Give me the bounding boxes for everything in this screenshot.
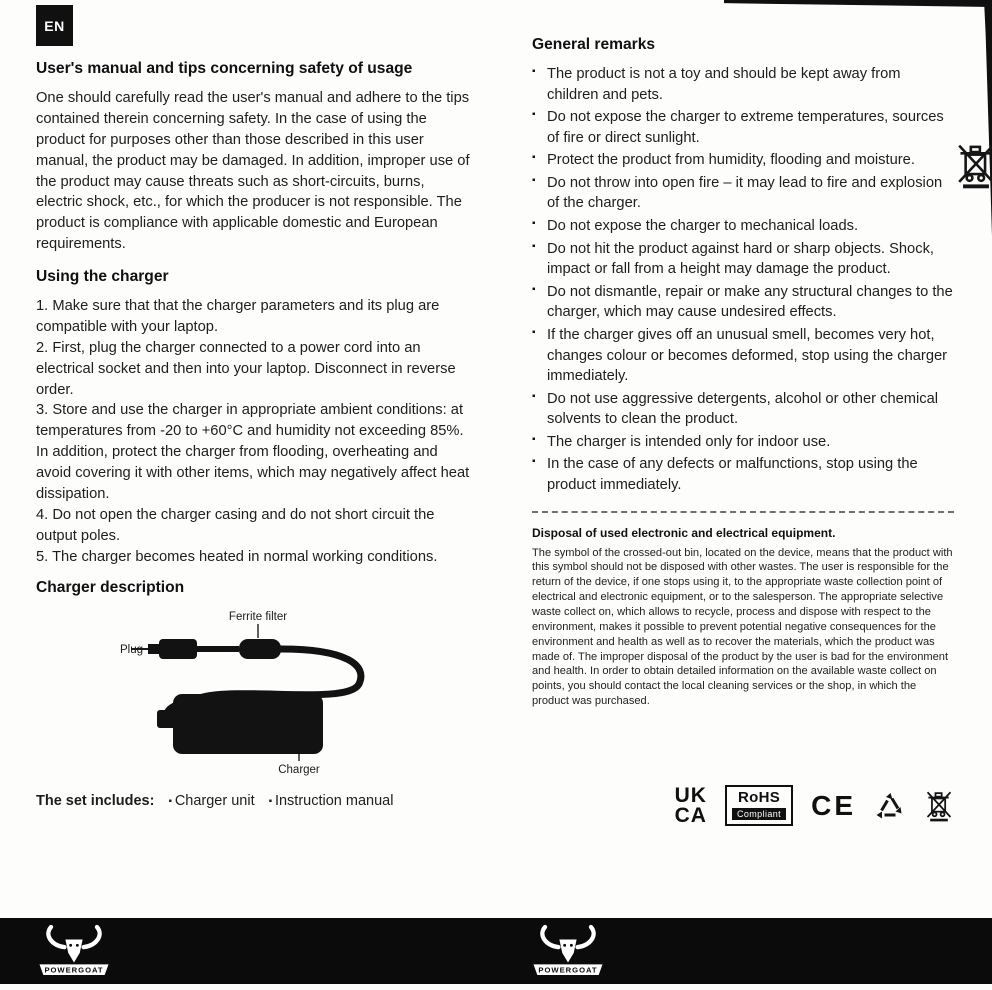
dashed-divider	[532, 511, 954, 513]
ferrite-filter	[239, 639, 281, 659]
disposal-body: The symbol of the crossed-out bin, located on the device, means that the product with this symbol should not be disposed with other wastes. The user is responsible for the return of the device, if one stops using it, to the appropriate waste collection point of electrical and electronic equipment, or to the salesperson. The appropriate selective waste collect on, which allows to recycle, process and dispose with respect to the environment, makes it possible to prevent potential negative consequences for the environment and health as well as to recover the materials, which the product was made of. The improper disposal of the product by the user is bad for the environment and health. In order to obtain detailed information on the available waste collect on points, you should contact the local cleaning services or the shop, in which the product was purchased.	[532, 546, 953, 708]
brand-name: POWERGOAT	[538, 965, 598, 975]
left-column	[36, 60, 472, 824]
rohs-label: RoHS	[738, 789, 781, 807]
remark-item: ▪ Protect the product from humidity, flooding and moisture.	[532, 150, 954, 171]
language-badge: EN	[36, 5, 73, 46]
rohs-mark	[725, 785, 793, 826]
charger-brick	[173, 694, 323, 754]
description-title: Charger description	[36, 579, 185, 597]
scan-edge-top	[724, 0, 992, 7]
disposal-title: Disposal of used electronic and electrical equipment.	[532, 525, 836, 540]
remark-item: ▪ Do not hit the product against hard or sharp objects. Shock, impact or fall from a height may damage the product.	[532, 239, 954, 280]
brand-name: POWERGOAT	[44, 965, 104, 975]
remark-item: ▪ Do not use aggressive detergents, alcohol or other chemical solvents to clean the product.	[532, 389, 954, 430]
scan-edge-right	[984, 0, 992, 236]
set-includes-label: The set includes:	[36, 793, 155, 810]
ce-mark: CE	[811, 789, 856, 821]
powergoat-logo	[28, 924, 120, 978]
powergoat-logo	[522, 924, 614, 978]
set-includes	[36, 793, 472, 809]
using-item: 1. Make sure that that the charger parameters and its plug are compatible with your laptop.	[36, 298, 440, 335]
safety-body: One should carefully read the user's manual and adhere to the tips contained therein concerning safety. In the case of using the product for purposes other than those described in this user manual, the product may be damaged. In addition, improper use of the product may cause threats such as short-circuits, burns, electric shock, etc., for which the producer is not responsible. The product is compliance with applicable domestic and European requirements.	[36, 90, 470, 253]
set-includes-item: ▪ Instruction manual	[269, 793, 394, 809]
using-item: 5. The charger becomes heated in normal working conditions.	[36, 548, 438, 565]
using-item: 3. Store and use the charger in appropriate ambient conditions: at temperatures from -20 to +60°C and humidity not exceeding 85%. In addition, protect the charger from flooding, overheating and avoid covering it with other items, which may negatively affect heat dissipation.	[36, 402, 470, 502]
recycle-icon	[874, 790, 906, 822]
safety-title: User's manual and tips concerning safety of usage	[36, 60, 413, 77]
plug-tip	[148, 644, 159, 654]
plug-label: Plug	[119, 644, 143, 657]
general-remarks-title: General remarks	[532, 36, 656, 53]
right-column	[532, 36, 954, 826]
remark-item: ▪ Do not expose the charger to mechanical loads.	[532, 216, 954, 237]
remark-item: ▪ Do not expose the charger to extreme temperatures, sources of fire or direct sunlight.	[532, 107, 954, 148]
ukca-mark	[674, 783, 707, 827]
charger-diagram	[36, 607, 472, 777]
using-item: 4. Do not open the charger casing and do not short circuit the output poles.	[36, 506, 435, 544]
using-item: 2. First, plug the charger connected to a power cord into an electrical socket and then into your laptop. Disconnect in reverse order.	[36, 339, 456, 398]
rohs-compliant-label: Compliant	[732, 808, 786, 820]
ukca-bottom: CA	[674, 803, 707, 827]
plug-body	[159, 639, 197, 659]
charger-label: Charger	[278, 764, 320, 777]
general-remarks-list	[532, 64, 954, 496]
goat-icon	[542, 927, 593, 962]
remark-item: ▪ The product is not a toy and should be kept away from children and pets.	[532, 64, 954, 105]
remark-item: ▪ The charger is intended only for indoor use.	[532, 432, 954, 453]
certification-marks	[532, 785, 954, 826]
ferrite-filter-label: Ferrite filter	[228, 611, 288, 624]
set-includes-item: ▪ Charger unit	[168, 793, 254, 809]
goat-icon	[48, 927, 99, 962]
footer-band	[0, 918, 992, 984]
remark-item: ▪ Do not dismantle, repair or make any structural changes to the charger, which may cause undesired effects.	[532, 282, 954, 323]
remark-item: ▪ In the case of any defects or malfunctions, stop using the product immediately.	[532, 454, 954, 495]
weee-bin-icon	[924, 787, 954, 824]
remark-item: ▪ Do not throw into open fire – it may lead to fire and explosion of the charger.	[532, 173, 954, 214]
remark-item: ▪ If the charger gives off an unusual smell, becomes very hot, changes colour or becomes deformed, stop using the charger immediately.	[532, 325, 954, 387]
using-title: Using the charger	[36, 268, 169, 285]
weee-bin-margin-icon	[954, 138, 992, 192]
ukca-top: UK	[674, 783, 707, 807]
